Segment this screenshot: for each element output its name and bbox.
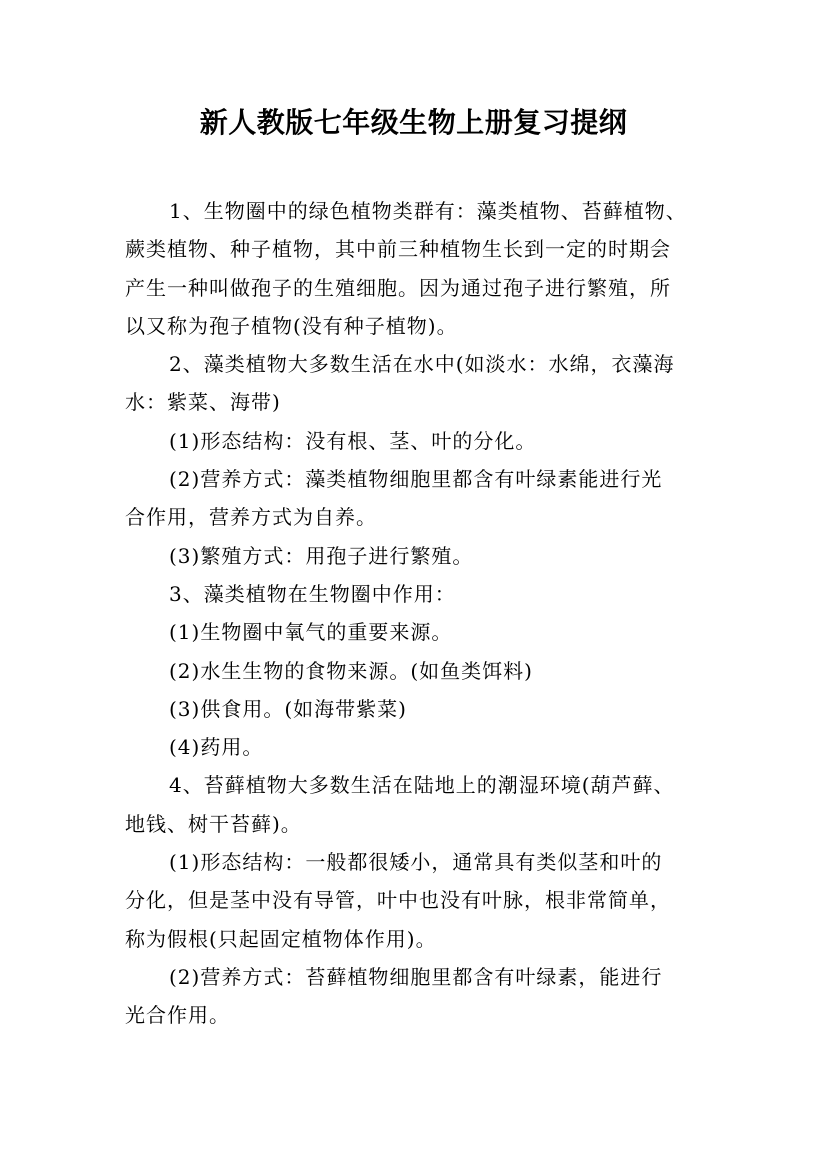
paragraph-line: 2、藻类植物大多数生活在水中(如淡水：水绵，衣藻海 (169, 352, 675, 377)
paragraph-line: (4)药用。 (169, 735, 264, 760)
paragraph-1 (125, 192, 705, 345)
paragraph-line: (3)繁殖方式：用孢子进行繁殖。 (169, 543, 474, 568)
paragraph-9 (125, 690, 705, 728)
paragraph-line: 蕨类植物、种子植物，其中前三种植物生长到一定的时期会 (125, 237, 671, 262)
paragraph-line: 以又称为孢子植物(没有种子植物)。 (125, 313, 458, 338)
paragraph-3 (125, 422, 705, 460)
paragraph-line: 1、生物圈中的绿色植物类群有：藻类植物、苔藓植物、 (169, 199, 687, 223)
paragraph-line: (2)营养方式：苔藓植物细胞里都含有叶绿素，能进行 (169, 964, 663, 989)
paragraph-line: 地钱、树干苔藓)。 (125, 811, 302, 836)
paragraph-line: (1)形态结构：一般都很矮小，通常具有类似茎和叶的 (169, 850, 663, 875)
paragraph-7 (125, 613, 705, 651)
paragraph-line: 4、苔藓植物大多数生活在陆地上的潮湿环境(葫芦藓、 (169, 773, 675, 798)
paragraph-line: 分化，但是茎中没有导管，叶中也没有叶脉，根非常简单， (125, 888, 671, 913)
paragraph-line: (2)营养方式：藻类植物细胞里都含有叶绿素能进行光 (169, 467, 663, 492)
paragraph-line: 合作用，营养方式为自养。 (125, 505, 377, 530)
paragraph-line: 称为假根(只起固定植物体作用)。 (125, 926, 437, 951)
paragraph-12 (125, 843, 705, 958)
paragraph-13 (125, 958, 705, 1035)
paragraph-6 (125, 575, 705, 613)
paragraph-line: (1)形态结构：没有根、茎、叶的分化。 (169, 428, 537, 453)
paragraph-2 (125, 345, 705, 422)
document-body (125, 192, 705, 1035)
paragraph-11 (125, 766, 705, 843)
paragraph-5 (125, 537, 705, 575)
paragraph-line: 3、藻类植物在生物圈中作用： (169, 581, 456, 606)
paragraph-10 (125, 728, 705, 766)
paragraph-line: 水：紫菜、海带) (125, 390, 281, 415)
paragraph-4 (125, 460, 705, 537)
paragraph-line: (2)水生生物的食物来源。(如鱼类饵料) (169, 658, 533, 683)
paragraph-line: (1)生物圈中氧气的重要来源。 (169, 620, 453, 645)
paragraph-8 (125, 652, 705, 690)
paragraph-line: 光合作用。 (125, 1003, 230, 1028)
paragraph-line: (3)供食用。(如海带紫菜) (169, 696, 407, 721)
paragraph-line: 产生一种叫做孢子的生殖细胞。因为通过孢子进行繁殖，所 (125, 275, 671, 300)
document-title: 新人教版七年级生物上册复习提纲 (199, 106, 628, 139)
